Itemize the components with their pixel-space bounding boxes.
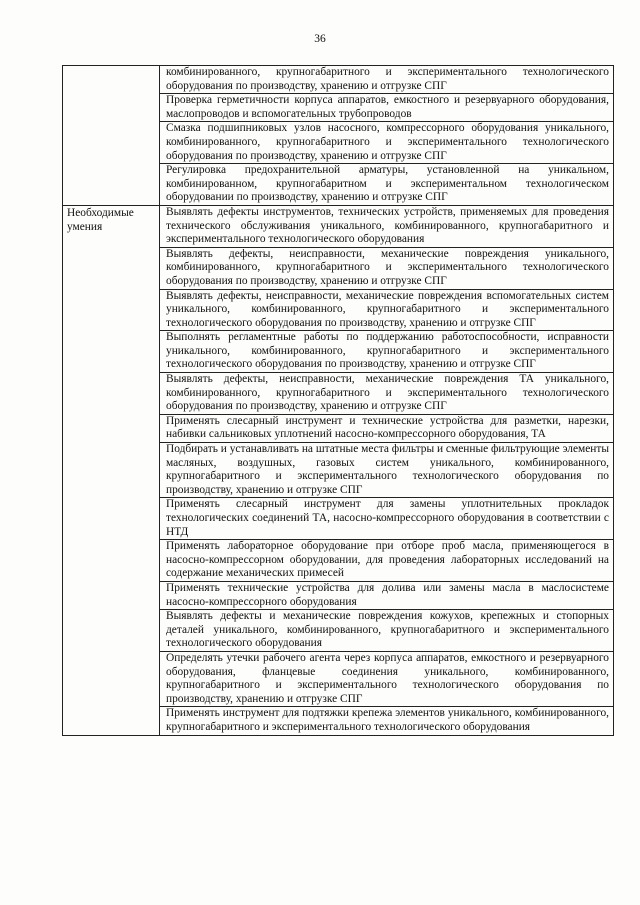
table-row: [63, 205, 614, 247]
table-cell: Определять утечки рабочего агента через корпуса аппаратов, емкостного и резервуарного оборудования, фланцевые соединения уникального, комбинированного, крупногабаритного и экспериментального технологического оборудования по производству, хранению и отгрузке СПГ: [160, 651, 614, 706]
table-cell: Выявлять дефекты, неисправности, механические повреждения вспомогательных систем уникального, комбинированного, крупногабаритного и экспериментального технологического оборудования по производству, хранению и отгрузке СПГ: [160, 289, 614, 331]
table-cell: Смазка подшипниковых узлов насосного, компрессорного оборудования уникального, комбинированного, крупногабаритного и экспериментального технологического оборудования по производству, хранению и отгрузке СПГ: [160, 122, 614, 164]
table-cell: Подбирать и устанавливать на штатные места фильтры и сменные фильтрующие элементы масляных, воздушных, газовых систем уникального, комбинированного, крупногабаритного и экспериментального технологического оборудования по производству, хранению и отгрузке СПГ: [160, 443, 614, 498]
table-cell: Выявлять дефекты инструментов, технических устройств, применяемых для проведения технического обслуживания уникального, комбинированного, крупногабаритного и экспериментального технологического оборудования: [160, 205, 614, 247]
table-cell: Применять лабораторное оборудование при отборе проб масла, применяющегося в насосно-компрессорном оборудовании, для проведения лабораторных исследований на содержание механических примесей: [160, 540, 614, 582]
table-cell: Выполнять регламентные работы по поддержанию работоспособности, исправности уникального, комбинированного, крупногабаритного и экспериментального технологического оборудования по производству, хранению и отгрузке СПГ: [160, 331, 614, 373]
row-label-necessary-skills: Необходимые умения: [63, 205, 160, 735]
table-cell: Применять слесарный инструмент и технические устройства для разметки, нарезки, набивки сальниковых уплотнений насосно-компрессорного оборудования, ТА: [160, 414, 614, 442]
requirements-table: [62, 65, 614, 736]
table-cell: Применять слесарный инструмент для замены уплотнительных прокладок технологических соединений ТА, насосно-компрессорного оборудования в соответствии с НТД: [160, 498, 614, 540]
table-cell: Выявлять дефекты, неисправности, механические повреждения ТА уникального, комбинированного, крупногабаритного и экспериментального технологического оборудования по производству, хранению и отгрузке СПГ: [160, 373, 614, 415]
table-cell: Регулировка предохранительной арматуры, установленной на уникальном, комбинированном, крупногабаритном и экспериментальном технологическом оборудовании по производству, хранению и отгрузке СПГ: [160, 164, 614, 206]
table-row: [63, 66, 614, 94]
row-label-empty: [63, 66, 160, 206]
table-cell: Применять инструмент для подтяжки крепежа элементов уникального, комбинированного, крупногабаритного и экспериментального технологического оборудования: [160, 707, 614, 735]
table-cell: Применять технические устройства для долива или замены масла в маслосистеме насосно-компрессорного оборудования: [160, 581, 614, 609]
table-cell: комбинированного, крупногабаритного и экспериментального технологического оборудования по производству, хранению и отгрузке СПГ: [160, 66, 614, 94]
table-cell: Проверка герметичности корпуса аппаратов, емкостного и резервуарного оборудования, маслопроводов и вспомогательных трубопроводов: [160, 94, 614, 122]
table-cell: Выявлять дефекты и механические повреждения кожухов, крепежных и стопорных деталей уникального, комбинированного, крупногабаритного и экспериментального технологического оборудования: [160, 610, 614, 652]
page-number: 36: [314, 33, 326, 45]
table-cell: Выявлять дефекты, неисправности, механические повреждения уникального, комбинированного, крупногабаритного и экспериментального технологического оборудования по производству, хранению и отгрузке СПГ: [160, 247, 614, 289]
